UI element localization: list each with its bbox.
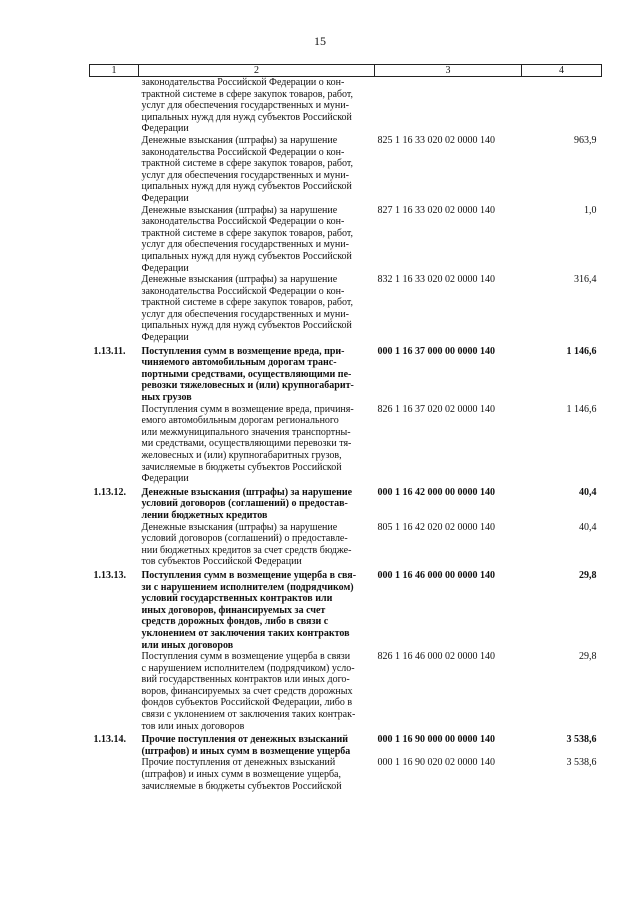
row-name-line: желовесных и (или) крупногабаритных грузов, xyxy=(141,450,342,461)
row-name xyxy=(139,485,375,522)
row-name xyxy=(139,732,375,757)
row-name xyxy=(139,522,375,568)
row-name-line: Федерации xyxy=(141,332,189,344)
row-name-line: Денежные взыскания (штрафы) за нарушение xyxy=(141,134,338,146)
row-name-line: Поступления сумм в возмещение ущерба в связи xyxy=(141,651,351,663)
row-name xyxy=(139,274,375,344)
row-name xyxy=(139,205,375,275)
row-name-line: услуг для обеспечения государственных и муни- xyxy=(141,308,349,320)
row-name xyxy=(139,135,375,205)
row-name-line: с нарушением исполнителем (подрядчиком) усло- xyxy=(141,662,355,674)
row-name xyxy=(139,404,375,485)
row-name-line: услуг для обеспечения государственных и муни- xyxy=(141,169,349,181)
row-name-line: Поступления сумм в возмещение вреда, причиня- xyxy=(141,403,354,415)
row-name-line: услуг для обеспечения государственных и муни- xyxy=(141,100,349,112)
row-amount: 29,8 xyxy=(579,569,597,581)
row-name-line: ных грузов xyxy=(141,392,192,404)
row-budget-code: 832 1 16 33 020 02 0000 140 xyxy=(377,274,495,286)
row-name-line: вий государственных контрактов или иных дого- xyxy=(141,674,350,686)
table-row xyxy=(90,522,602,568)
row-name-line: зачисляемые в бюджеты субъектов Российской xyxy=(141,461,342,473)
row-name-line: Федерации xyxy=(141,192,189,204)
row-name-line: ципальных нужд для нужд субъектов Российской xyxy=(141,111,352,123)
row-amount: 1 146,6 xyxy=(566,345,597,357)
row-name-line: лении бюджетных кредитов xyxy=(141,509,268,521)
row-budget-code: 825 1 16 33 020 02 0000 140 xyxy=(377,134,495,146)
row-number xyxy=(90,522,139,568)
row-amount xyxy=(522,77,602,135)
row-budget-code: 827 1 16 33 020 02 0000 140 xyxy=(377,204,495,216)
row-name-line: Федерации xyxy=(141,473,189,485)
row-name-line: иных договоров, финансируемых за счет xyxy=(141,604,326,616)
row-name-line: средств дорожных фондов, либо в связи с xyxy=(141,616,329,628)
row-budget-code: 000 1 16 90 000 00 0000 140 xyxy=(377,734,495,746)
row-amount: 1,0 xyxy=(584,204,597,216)
table-row xyxy=(90,404,602,485)
row-name-line: условий договоров (соглашений) о предоставле- xyxy=(141,533,348,545)
row-number xyxy=(90,77,139,135)
row-budget-code: 000 1 16 37 000 00 0000 140 xyxy=(377,345,495,357)
row-amount: 40,4 xyxy=(579,521,597,533)
row-amount: 1 146,6 xyxy=(566,403,597,415)
row-name-line: трактной системе в сфере закупок товаров, работ, xyxy=(141,88,353,100)
row-name-line: тов субъектов Российской Федерации xyxy=(141,556,302,568)
table-body xyxy=(90,77,602,793)
revenue-table xyxy=(89,64,602,792)
row-name-line: трактной системе в сфере закупок товаров, работ, xyxy=(141,227,353,239)
table-row xyxy=(90,651,602,732)
row-number xyxy=(90,205,139,275)
table-row xyxy=(90,77,602,135)
row-amount: 29,8 xyxy=(579,651,597,663)
row-name-line: портными средствами, осуществляющими пе- xyxy=(141,368,352,380)
row-budget-code: 805 1 16 42 020 02 0000 140 xyxy=(377,521,495,533)
page-number: 15 xyxy=(314,34,326,48)
row-name-line: Денежные взыскания (штрафы) за нарушение xyxy=(141,521,338,533)
column-header-name: 2 xyxy=(139,65,375,77)
table-row xyxy=(90,757,602,792)
row-name-line: воров, финансируемых за счет средств дорожных xyxy=(141,685,353,697)
row-budget-code: 000 1 16 90 020 02 0000 140 xyxy=(377,757,495,769)
row-budget-code: 000 1 16 46 000 00 0000 140 xyxy=(377,569,495,581)
row-name-line: зи с нарушением исполнителем (подрядчиком) xyxy=(141,581,354,593)
row-name-line: ципальных нужд для нужд субъектов Российской xyxy=(141,250,352,262)
row-name-line: законодательства Российской Федерации о кон- xyxy=(141,216,345,228)
row-number: 1.13.11. xyxy=(93,345,126,357)
row-name-line: трактной системе в сфере закупок товаров, работ, xyxy=(141,297,353,309)
table-header-row xyxy=(90,65,602,77)
row-name-line: емого автомобильным дорогам регионального xyxy=(141,415,339,427)
row-number: 1.13.14. xyxy=(93,734,126,746)
row-amount: 3 538,6 xyxy=(566,734,597,746)
row-name xyxy=(139,757,375,792)
row-amount: 963,9 xyxy=(574,134,597,146)
row-name xyxy=(139,651,375,732)
column-header-number: 1 xyxy=(90,65,139,77)
row-name-line: или межмуниципального значения транспортны- xyxy=(141,426,351,438)
row-name-line: ципальных нужд для нужд субъектов Российской xyxy=(141,320,352,332)
row-name-line: Прочие поступления от денежных взысканий xyxy=(141,757,336,769)
table-row xyxy=(90,135,602,205)
row-name-line: фондов субъектов Российской Федерации, либо в xyxy=(141,697,353,709)
row-number xyxy=(90,651,139,732)
row-name-line: условий договоров (соглашений) о предостав- xyxy=(141,498,348,510)
row-name-line: Федерации xyxy=(141,123,189,135)
row-name-line: тов или иных договоров xyxy=(141,720,245,732)
row-name-line: Денежные взыскания (штрафы) за нарушение xyxy=(141,204,338,216)
row-name-line: связи с уклонением от заключения таких контрак- xyxy=(141,709,356,721)
row-number xyxy=(90,135,139,205)
row-name-line: ревозки тяжеловесных и (или) крупногабарит- xyxy=(141,380,354,392)
row-amount: 316,4 xyxy=(574,274,597,286)
row-number xyxy=(90,404,139,485)
row-name-line: Денежные взыскания (штрафы) за нарушение xyxy=(141,486,353,498)
row-name-line: или иных договоров xyxy=(141,639,234,651)
row-name-line: законодательства Российской Федерации о кон- xyxy=(141,146,345,158)
row-number xyxy=(90,757,139,792)
row-name-line: ципальных нужд для нужд субъектов Российской xyxy=(141,181,352,193)
row-budget-code: 000 1 16 42 000 00 0000 140 xyxy=(377,486,495,498)
row-name-line: Федерации xyxy=(141,262,189,274)
table-row xyxy=(90,732,602,757)
row-name-line: Поступления сумм в возмещение вреда, при- xyxy=(141,345,345,357)
row-name-line: условий государственных контрактов или xyxy=(141,593,333,605)
row-budget-code: 826 1 16 37 020 02 0000 140 xyxy=(377,403,495,415)
row-amount: 3 538,6 xyxy=(566,757,597,769)
row-name-line: нии бюджетных кредитов за счет средств бюдже- xyxy=(141,544,352,556)
row-name-line: уклонением от заключения таких контрактов xyxy=(141,627,350,639)
table-row xyxy=(90,485,602,522)
row-name xyxy=(139,568,375,651)
row-number xyxy=(90,274,139,344)
row-name-line: услуг для обеспечения государственных и муни- xyxy=(141,239,349,251)
row-name-line: Денежные взыскания (штрафы) за нарушение xyxy=(141,274,338,286)
row-name-line: (штрафов) и иных сумм в возмещение ущерба xyxy=(141,745,351,757)
row-name xyxy=(139,77,375,135)
table-row xyxy=(90,205,602,275)
row-name-line: Прочие поступления от денежных взысканий xyxy=(141,734,349,746)
row-name-line: Поступления сумм в возмещение ущерба в свя- xyxy=(141,569,357,581)
row-name-line: ми средствами, осуществляющими перевозки тя- xyxy=(141,438,352,450)
table-row xyxy=(90,274,602,344)
row-name-line: зачисляемые в бюджеты субъектов Российской xyxy=(141,780,342,792)
row-name-line: законодательства Российской Федерации о кон- xyxy=(141,77,345,88)
table-row xyxy=(90,344,602,404)
row-amount: 40,4 xyxy=(579,486,597,498)
row-name xyxy=(139,344,375,404)
row-budget-code xyxy=(375,77,522,135)
table-row xyxy=(90,568,602,651)
row-number: 1.13.12. xyxy=(93,486,126,498)
row-name-line: чиняемого автомобильным дорогам транс- xyxy=(141,357,337,369)
column-header-amount: 4 xyxy=(522,65,602,77)
column-header-code: 3 xyxy=(375,65,522,77)
row-budget-code: 826 1 16 46 000 02 0000 140 xyxy=(377,651,495,663)
row-number: 1.13.13. xyxy=(93,569,126,581)
row-name-line: (штрафов) и иных сумм в возмещение ущерба, xyxy=(141,769,341,781)
row-name-line: законодательства Российской Федерации о кон- xyxy=(141,285,345,297)
row-name-line: трактной системе в сфере закупок товаров, работ, xyxy=(141,158,353,170)
